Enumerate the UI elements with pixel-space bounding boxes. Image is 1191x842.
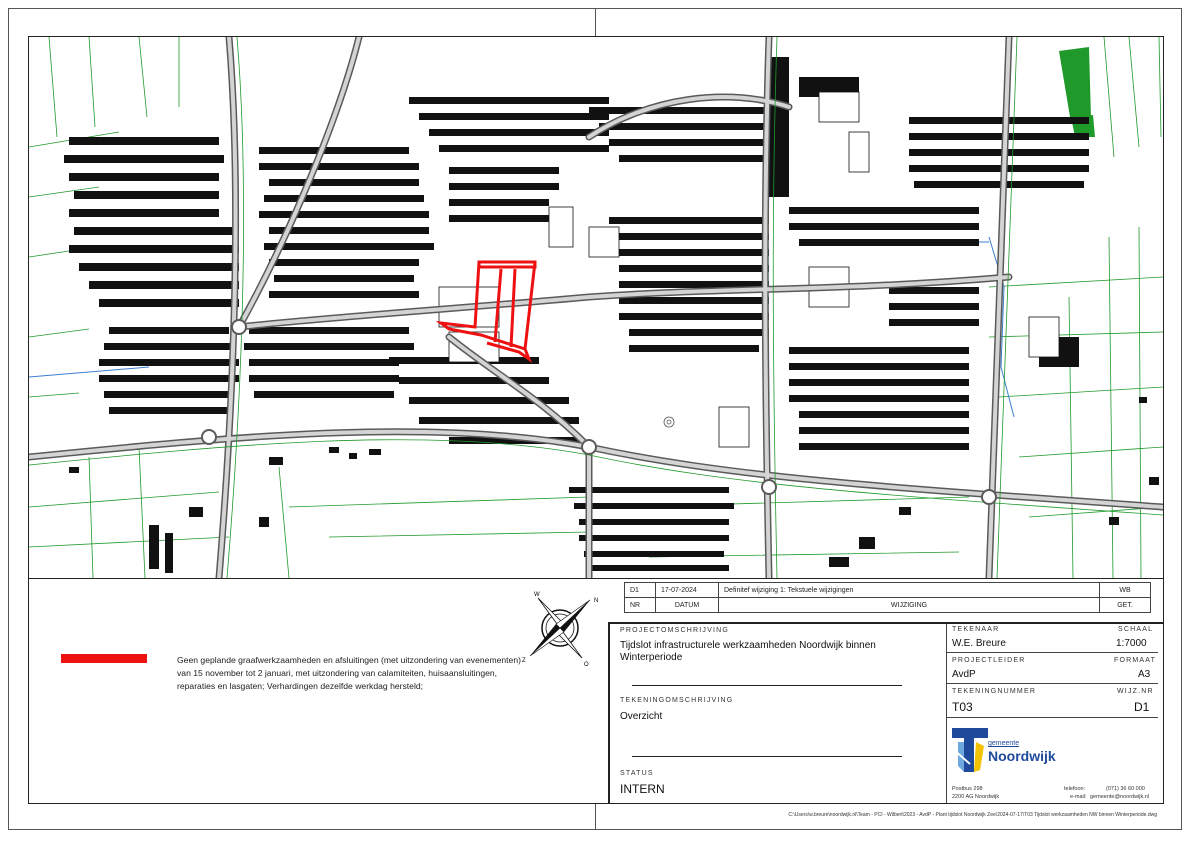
schaal-label: SCHAAL [1118, 626, 1154, 633]
status-label: STATUS [620, 770, 654, 777]
project-label: PROJECTOMSCHRIJVING [620, 627, 730, 634]
compass-rose [518, 590, 608, 670]
projectleider-value: AvdP [952, 669, 976, 680]
compass-south: Z [522, 658, 526, 664]
rev-header-wijziging: WIJZIGING [719, 598, 1100, 613]
revision-header [625, 598, 1151, 613]
legend-text: Geen geplande graafwerkzaamheden en afsluitingen (met uitzondering van evenementen) van 15 november tot 2 januari, met uitzondering van calamiteiten, huisaansluitingen, reparaties en lasgaten; Verhardingen dezelfde werkdag hersteld; [177, 655, 521, 691]
noordwijk-emblem-icon [950, 726, 990, 774]
project-value: Tijdslot infrastructurele werkzaamheden Noordwijk binnen Winterperiode [620, 640, 876, 663]
project-underline [632, 685, 902, 686]
status-value: INTERN [620, 782, 665, 796]
fold-mark-top [595, 8, 596, 36]
rev-wijziging: Definitef wijziging 1: Tekstuele wijzigingen [719, 583, 1100, 598]
compass-east: O [584, 662, 589, 668]
tekeningnummer-value: T03 [952, 700, 973, 714]
wijz-label: WIJZ.NR [1117, 688, 1154, 695]
rev-header-nr: NR [625, 598, 656, 613]
wijz-value: D1 [1134, 700, 1150, 714]
compass-north: N [594, 598, 599, 604]
rev-get: WB [1100, 583, 1151, 598]
tekenaar-value: W.E. Breure [952, 638, 1006, 649]
drawing-value: Overzicht [620, 711, 663, 722]
formaat-value: A3 [1138, 669, 1151, 680]
email-value: gemeente@noordwijk.nl [1090, 794, 1150, 800]
map-divider [28, 578, 1164, 579]
drawing-label: TEKENINGOMSCHRIJVING [620, 697, 734, 704]
fold-mark-bottom [595, 804, 596, 830]
rev-header-datum: DATUM [656, 598, 719, 613]
telefoon-value: (071) 36 60 000 [1106, 786, 1145, 792]
revision-table [624, 582, 1151, 613]
file-path: C:\Users\w.breure\noordwijk.nl\Team - PCI - Wilbert\2023 - AvdP - Plant tijdslot Noordwijk Zee\2024-07-17\T03 Tijdslot werkzaamheden NW binnen Winterperiode.dwg [788, 812, 1157, 818]
rev-datum: 17-07-2024 [656, 583, 719, 598]
address-line-1: Postbus 298 [952, 786, 983, 792]
compass-icon [518, 590, 608, 670]
rev-nr: D1 [625, 583, 656, 598]
title-block-divider [946, 624, 947, 803]
logo-prefix: gemeente [988, 740, 1020, 747]
schaal-value: 1:7000 [1116, 638, 1147, 649]
drawing-underline [632, 756, 902, 757]
formaat-label: FORMAAT [1114, 657, 1157, 664]
compass-west: W [534, 592, 540, 598]
legend-swatch-red [61, 654, 147, 663]
noordwijk-logo [950, 726, 1080, 776]
rev-header-get: GET. [1100, 598, 1151, 613]
address-line-2: 2200 AG Noordwijk [952, 794, 1000, 800]
email-label: e-mail: [1070, 794, 1087, 800]
projectleider-label: PROJECTLEIDER [952, 657, 1026, 664]
tekeningnummer-label: TEKENINGNUMMER [952, 688, 1037, 695]
tekenaar-label: TEKENAAR [952, 626, 1000, 633]
logo-name: Noordwijk [988, 748, 1056, 764]
telefoon-label: telefoon: [1064, 786, 1086, 792]
revision-row [625, 583, 1151, 598]
